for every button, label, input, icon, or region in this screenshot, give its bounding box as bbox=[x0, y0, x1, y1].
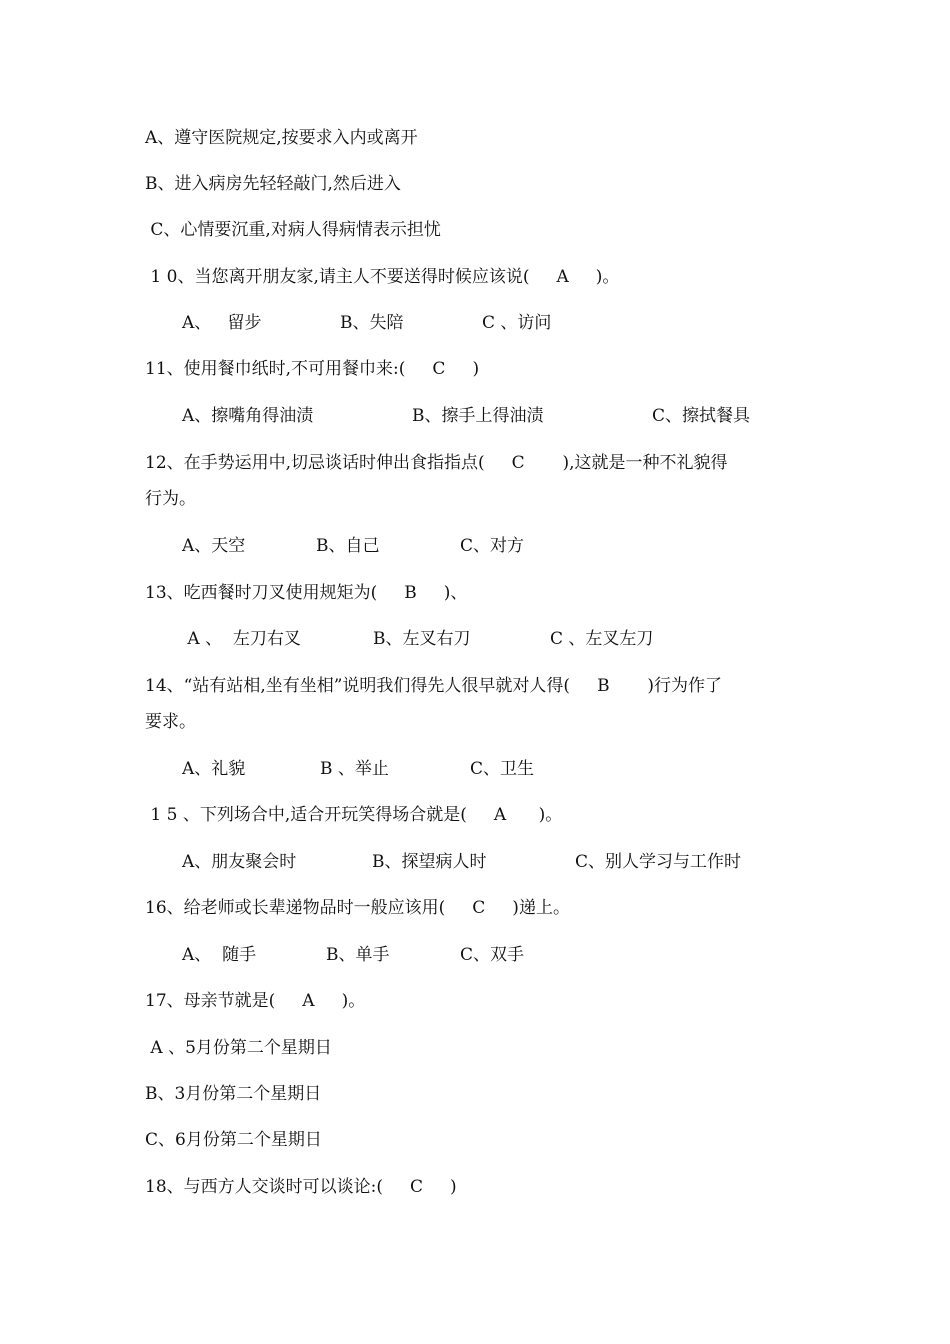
option-a: A、朋友聚会时 bbox=[182, 852, 297, 872]
option-b: B、探望病人时 bbox=[372, 852, 487, 872]
text-line: 要求。 bbox=[145, 712, 196, 732]
option-c: C、擦拭餐具 bbox=[652, 406, 751, 426]
option-c: C 、访问 bbox=[482, 313, 552, 333]
question-12: 12、在手势运用中,切忌谈话时伸出食指指点( C ),这就是一种不礼貌得 bbox=[145, 453, 728, 473]
question-17: 17、母亲节就是( A )。 bbox=[145, 991, 366, 1011]
option-a: A、天空 bbox=[182, 536, 246, 556]
option-a: A、擦嘴角得油渍 bbox=[182, 406, 314, 426]
question-11: 11、使用餐巾纸时,不可用餐巾来:( C ) bbox=[145, 359, 480, 379]
text-line: B、进入病房先轻轻敲门,然后进入 bbox=[145, 174, 401, 194]
option-b: B、单手 bbox=[326, 945, 390, 965]
option-c: C、卫生 bbox=[470, 759, 535, 779]
option-c: C、双手 bbox=[460, 945, 525, 965]
option-a: A 、 左刀右叉 bbox=[182, 629, 301, 649]
text-line: 行为。 bbox=[145, 489, 196, 509]
text-line: B、3月份第二个星期日 bbox=[145, 1084, 322, 1104]
question-14: 14、“站有站相,坐有坐相”说明我们得先人很早就对人得( B )行为作了 bbox=[145, 676, 723, 696]
question-18: 18、与西方人交谈时可以谈论:( C ) bbox=[145, 1177, 457, 1197]
option-c: C、别人学习与工作时 bbox=[575, 852, 742, 872]
option-a: A、礼貌 bbox=[182, 759, 246, 779]
question-13: 13、吃西餐时刀叉使用规矩为( B )、 bbox=[145, 583, 468, 603]
text-line: C、心情要沉重,对病人得病情表示担忧 bbox=[145, 220, 441, 240]
option-a: A、 随手 bbox=[182, 945, 257, 965]
question-15: 1 5 、下列场合中,适合开玩笑得场合就是( A )。 bbox=[145, 805, 563, 825]
question-10: 1 0、当您离开朋友家,请主人不要送得时候应该说( A )。 bbox=[145, 267, 620, 287]
option-b: B 、举止 bbox=[320, 759, 389, 779]
option-b: B、左叉右刀 bbox=[373, 629, 471, 649]
option-b: B、自己 bbox=[316, 536, 380, 556]
question-16: 16、给老师或长辈递物品时一般应该用( C )递上。 bbox=[145, 898, 570, 918]
text-line: A 、5月份第二个星期日 bbox=[145, 1038, 332, 1058]
text-line: A、遵守医院规定,按要求入内或离开 bbox=[145, 128, 418, 148]
text-line: C、6月份第二个星期日 bbox=[145, 1130, 322, 1150]
option-c: C 、左叉左刀 bbox=[550, 629, 654, 649]
option-a: A、 留步 bbox=[182, 313, 262, 333]
option-c: C、对方 bbox=[460, 536, 525, 556]
option-b: B、失陪 bbox=[340, 313, 404, 333]
option-b: B、擦手上得油渍 bbox=[412, 406, 544, 426]
